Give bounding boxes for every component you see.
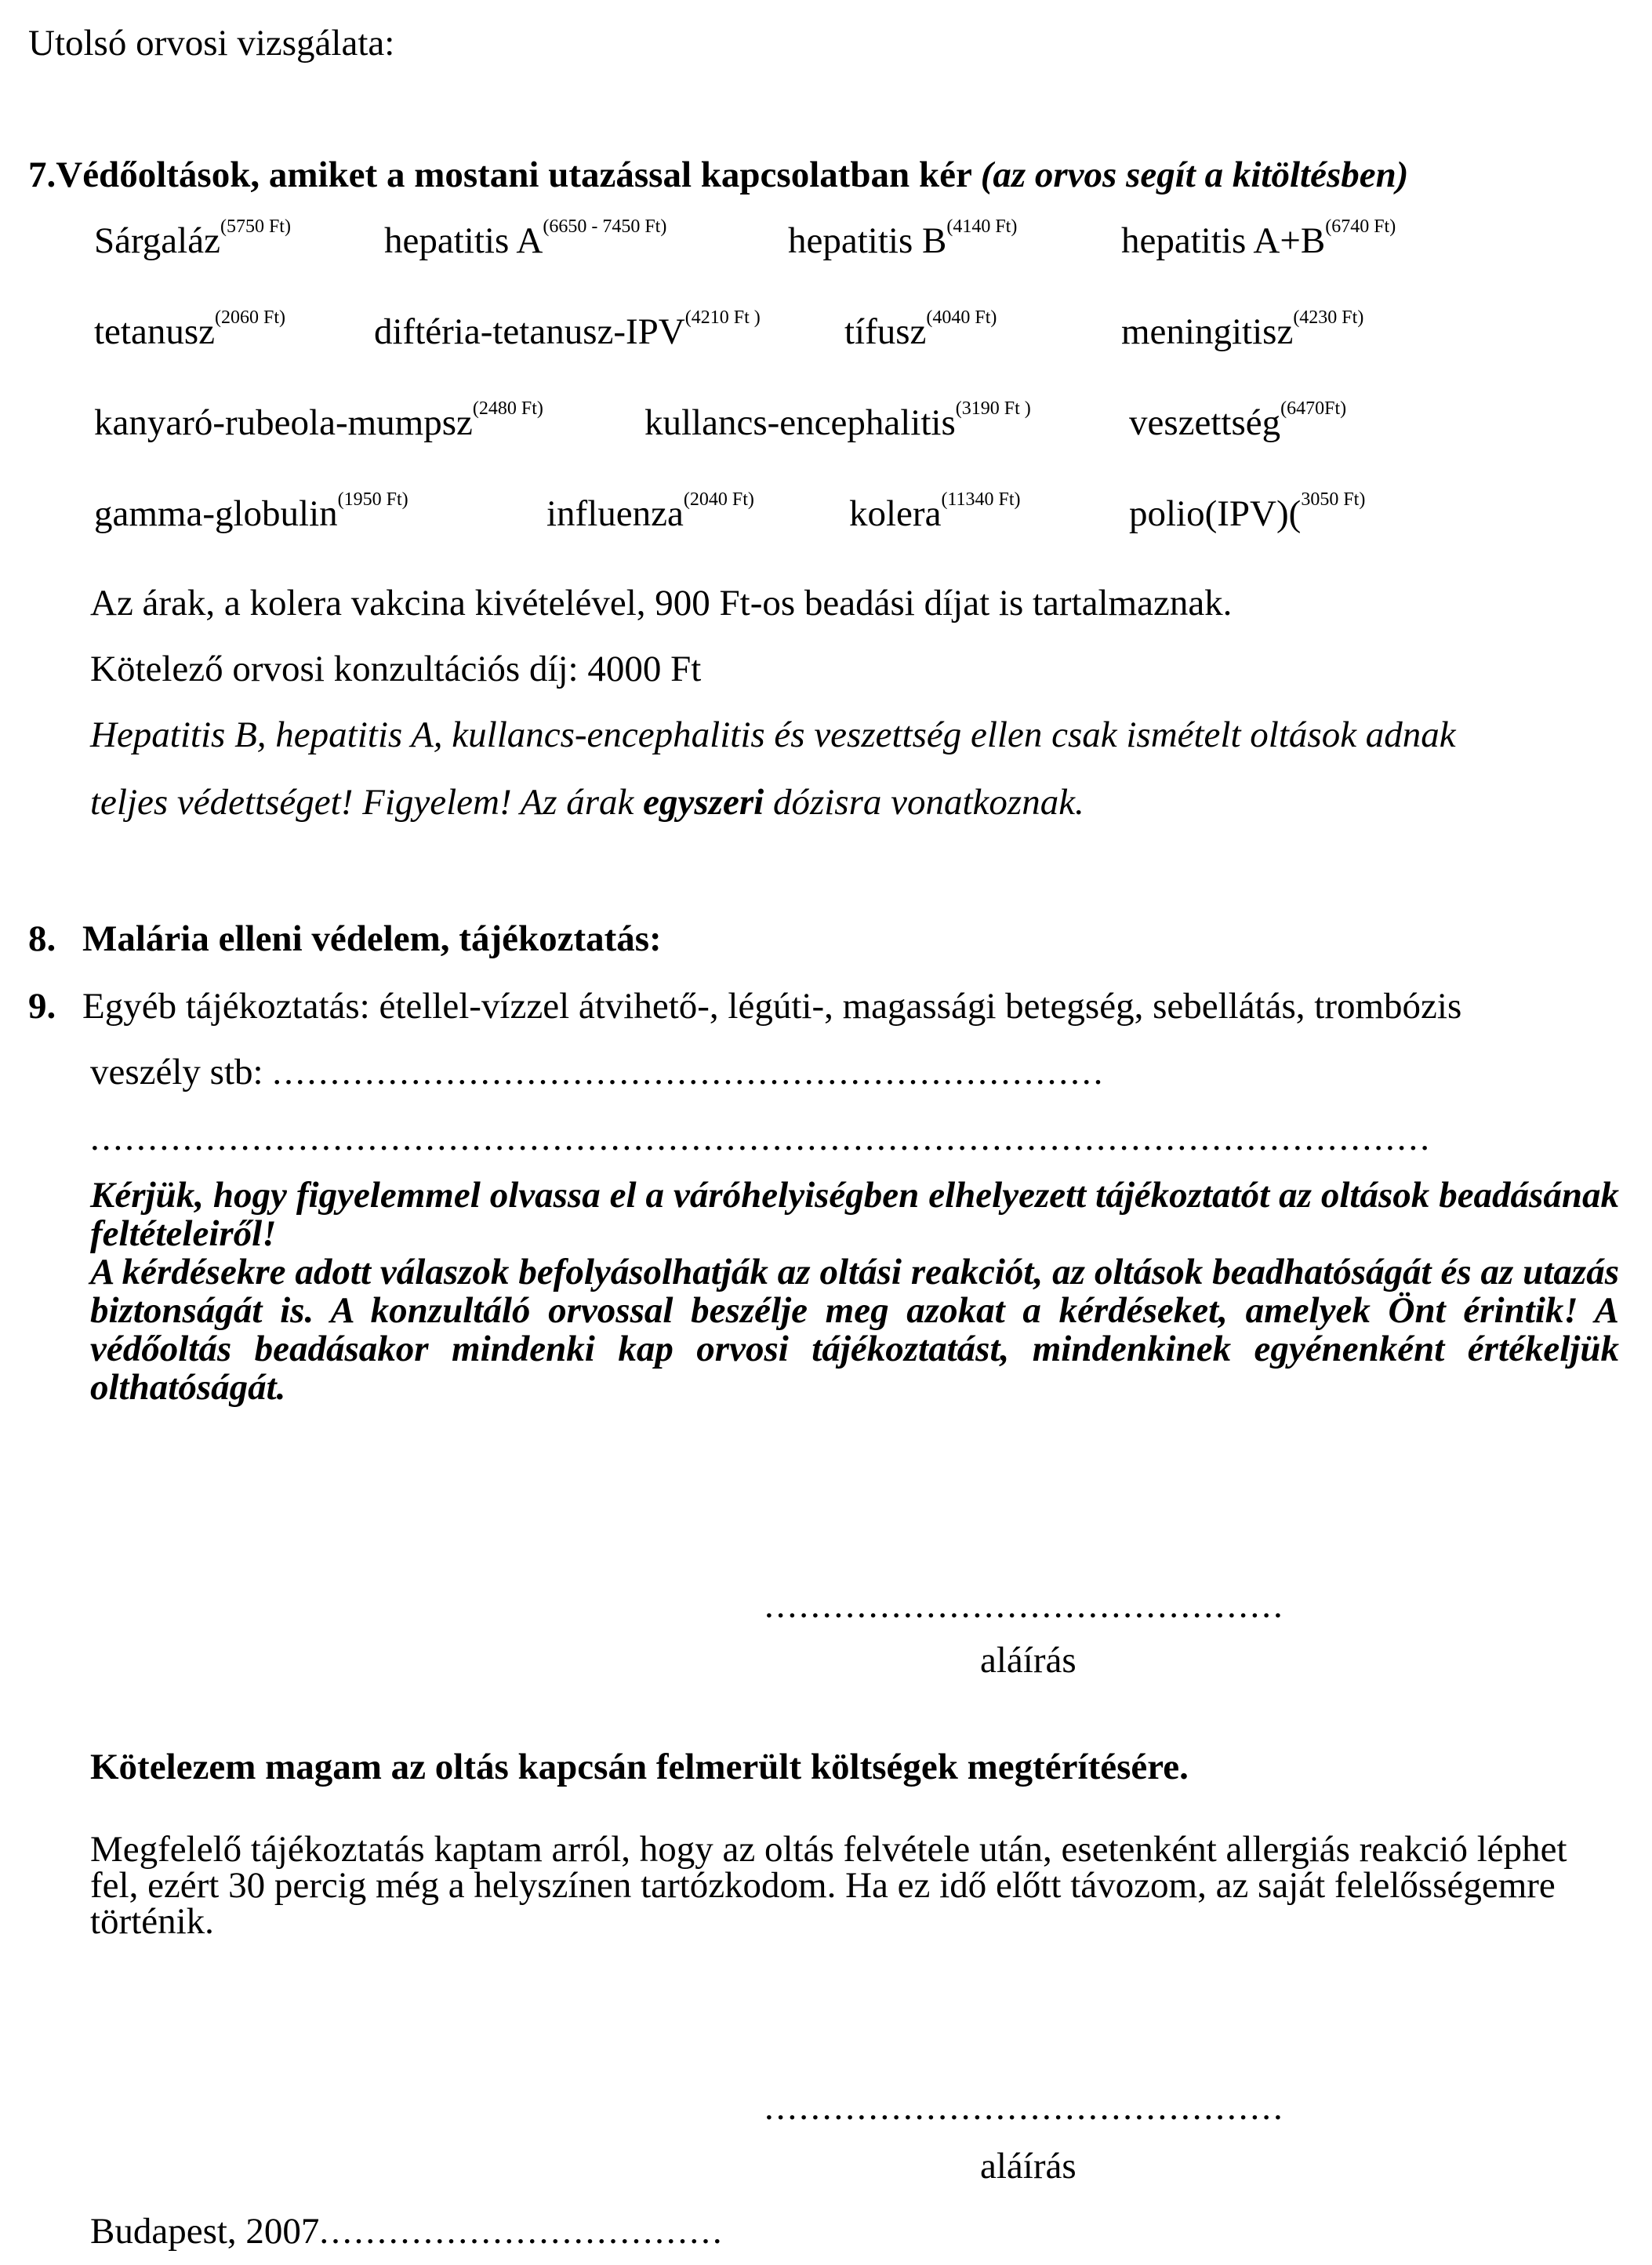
section-9-number: 9. [28, 986, 56, 1027]
vaccine-item: gamma-globulin$^{(1950 Ft)}$ [94, 489, 408, 534]
place-date-line [90, 2210, 724, 2252]
consent-paragraph: Megfelelő tájékoztatás kaptam arról, hogy az oltás felvétele után, esetenként allergiás reakció léphet fel, ezért 30 percig még a helyszínen tartózkodom. Ha ez idő előtt távozom, az saját felelősségemre történik. [90, 1829, 1567, 1942]
vaccine-item: Sárgaláz$^{(5750 Ft)}$ [94, 216, 291, 261]
vaccine-item: diftéria-$tetanusz-IPV^{(4210 Ft )}$ [374, 307, 761, 352]
cost-commitment: Kötelezem magam az oltás kapcsán felmerült költségek megtérítésére. [90, 1747, 1189, 1787]
warning-paragraph-2: A kérdésekre adott válaszok befolyásolhatják az oltási reakciót, az oltások beadhatóságát és az utazás biztonságát is. A konzultáló orvossal beszélje meg azokat a kérdéseket, amelyek Önt érintik! A védőoltás beadásakor mindenki kap orvosi tájékoztatást, mindenkinek egyénenként értékeljük olthatóságát. [90, 1252, 1619, 1408]
price-note: Az árak, a kolera vakcina kivételével, 900 Ft-os beadási díjat is tartalmaznak. [90, 583, 1233, 624]
section-7-number: 7. [28, 155, 56, 195]
vaccine-item: kullancs-encephalitis$^{(3190 Ft )}$ [644, 398, 1031, 443]
vaccine-item: hepatitis $A+B^{(6740 Ft)}$ [1121, 216, 1396, 261]
vaccine-item: hepatitis $B^{(4140 Ft)}$ [788, 216, 1018, 261]
section-8-title: Malária elleni védelem, tájékoztatás: [82, 918, 662, 959]
consultation-fee: Kötelező orvosi konzultációs díj: 4000 Ft [90, 649, 702, 689]
vaccine-item: influenza$^{(2040 Ft)}$ [546, 489, 754, 534]
vaccine-item: veszettség$^{(6470Ft)}$ [1129, 398, 1347, 443]
date-fill-line[interactable]: ................................... [319, 2211, 724, 2252]
signature-line-2[interactable]: ............................................. [764, 2087, 1285, 2128]
vaccine-item: meningitisz$^{(4230 Ft)}$ [1121, 307, 1364, 352]
vaccine-item: kanyaró-rubeola-mumpsz$^{(2480 Ft)}$ [94, 398, 543, 443]
vaccine-item: tífusz$^{(4040 Ft)}$ [844, 307, 997, 352]
section-8-heading [28, 918, 662, 960]
section-9-line-2 [90, 1051, 1105, 1093]
section-9-line-1 [28, 985, 1461, 1027]
single-dose-emphasis: egyszeri [643, 782, 764, 823]
vaccine-item: kolera$^{(11340 Ft)}$ [849, 489, 1021, 534]
signature-label-2: aláírás [980, 2146, 1077, 2187]
signature-line-1[interactable]: ............................................. [764, 1585, 1285, 1626]
section-9-fill-line-2[interactable]: .................................................................................................................... [90, 1118, 1432, 1158]
vaccine-item: tetanusz$^{(2060 Ft)}$ [94, 307, 285, 352]
section-7-title [28, 154, 1408, 196]
vaccine-warning-line-1: Hepatitis B, hepatitis A, kullancs-encephalitis és veszettség ellen csak ismételt oltások adnak [90, 714, 1456, 755]
signature-label-1: aláírás [980, 1640, 1077, 1681]
vaccine-item: polio(IPV)($^{3050 Ft)}$ [1129, 489, 1366, 534]
section-9-other-label: veszély stb: [90, 1052, 273, 1093]
warning-paragraph-1: Kérjük, hogy figyelemmel olvassa el a váróhelyiségben elhelyezett tájékoztatót az oltások beadásának feltételeiről! [90, 1175, 1619, 1254]
section-7-title-note: (az orvos segít a kitöltésben) [980, 155, 1409, 195]
section-9-fill-line[interactable]: ........................................................................ [272, 1052, 1106, 1093]
vaccine-warning-line-2: teljes védettséget! Figyelem! Az árak egyszeri dózisra vonatkoznak. [90, 782, 1084, 823]
section-9-text: Egyéb tájékoztatás: étellel-vízzel átvihető-, légúti-, magassági betegség, sebellátás, trombózis [82, 986, 1462, 1027]
section-8-number: 8. [28, 918, 56, 959]
vaccine-item: hepatitis $A^{(6650 - 7450 Ft)}$ [384, 216, 667, 261]
section-7-title-text: Védőoltások, amiket a mostani utazással kapcsolatban kér [56, 155, 971, 195]
place-date-label: Budapest, 2007 [90, 2211, 320, 2252]
last-exam-label: Utolsó orvosi vizsgálata: [28, 23, 395, 64]
